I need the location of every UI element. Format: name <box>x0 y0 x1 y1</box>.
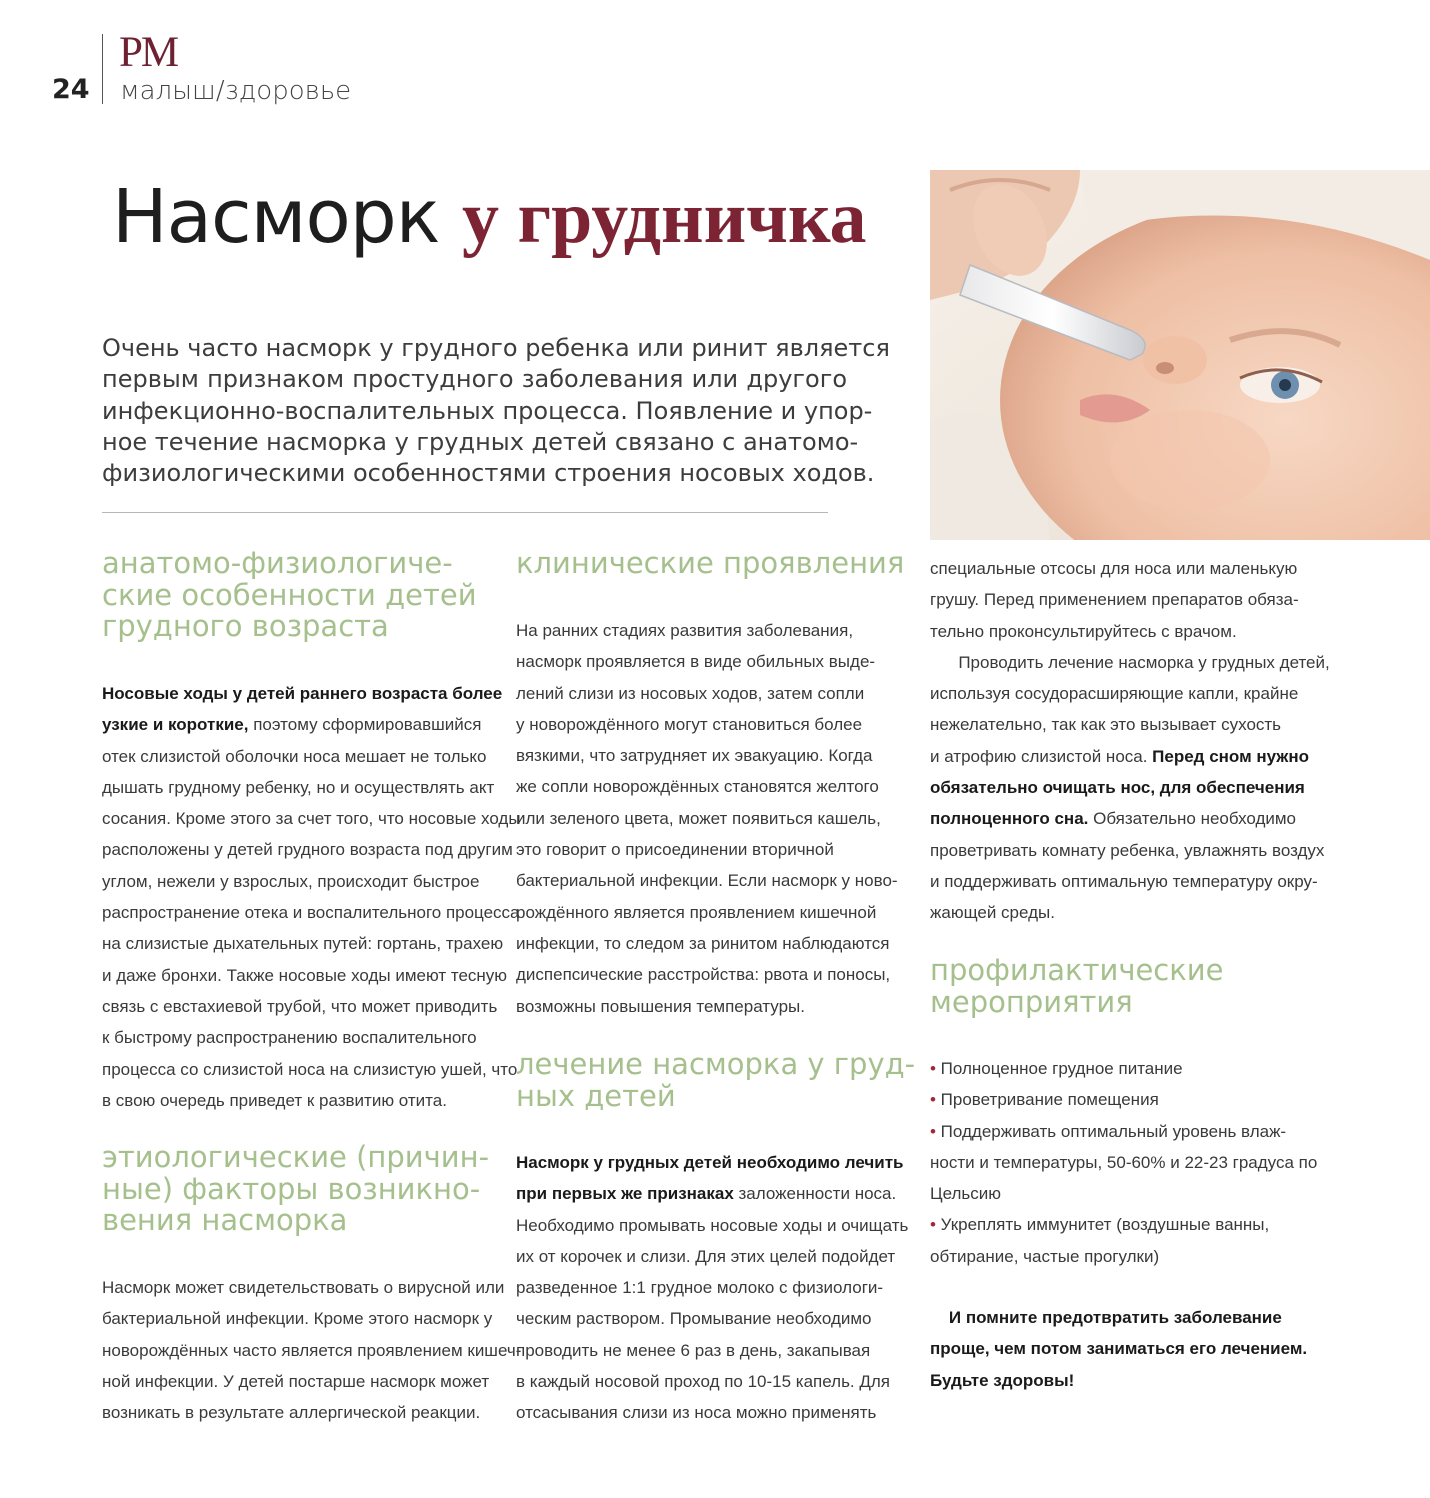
list-item-continuation: ности и температуры, 50-60% и 22-23 градуса по <box>930 1152 1318 1172</box>
list-item-text: Полноценное грудное питание <box>935 1059 1183 1078</box>
text-line: в каждый носовой проход по 10-15 капель. Для <box>516 1372 891 1392</box>
text-line: это говорит о присоединении вторичной <box>516 840 834 860</box>
text-line: На ранних стадиях развития заболевания, <box>516 621 854 640</box>
list-item <box>930 1116 1317 1147</box>
text-line: Насморк может свидетельствовать о вирусной или <box>102 1278 505 1297</box>
text-line: проводить не менее 6 раз в день, закапывая <box>516 1340 871 1360</box>
text-line <box>930 1365 1307 1396</box>
bold-text: Насморк у грудных детей необходимо лечить <box>516 1153 904 1172</box>
text-line: нежелательно, так как это вызывает сухость <box>930 715 1282 735</box>
text-line: бактериальной инфекции. Если насморк у ново- <box>516 871 898 891</box>
heading-line: анатомо-физиологиче- <box>102 546 453 580</box>
heading-etiology <box>102 1142 489 1237</box>
text-line: проветривать комнату ребенка, увлажнять воздух <box>930 840 1325 860</box>
text-line: у новорождённого могут становиться более <box>516 714 863 734</box>
lead-line: физиологическими особенностями строения носовых ходов. <box>102 459 875 488</box>
bold-text: узкие и короткие, <box>102 715 249 735</box>
photo-illustration <box>930 170 1430 540</box>
text-line: Проводить лечение насморка у грудных детей, <box>930 652 1330 672</box>
text-line: возможны повышения температуры. <box>516 996 805 1016</box>
text-line: насморк проявляется в виде обильных выде- <box>516 652 876 672</box>
text-run: Обязательно необходимо <box>1088 809 1297 829</box>
list-item-text: Поддерживать оптимальный уровень влаж- <box>935 1121 1287 1141</box>
closing-note <box>930 1302 1307 1396</box>
text-line: и даже бронхи. Также носовые ходы имеют тесную <box>102 965 508 985</box>
bold-text: Носовые ходы у детей раннего возраста более <box>102 684 503 703</box>
text-run: заложенности носа. <box>733 1184 897 1204</box>
section-label: малыш/здоровье <box>120 76 352 106</box>
lead-line: Очень часто насморк у грудного ребенка или ринит является <box>102 334 890 362</box>
text-line: вязкими, что затрудняет их эвакуацию. Когда <box>516 746 873 766</box>
list-item <box>930 1053 1317 1084</box>
list-item-text: Укреплять иммунитет (воздушные ванны, <box>935 1215 1270 1235</box>
text-run: и атрофию слизистой носа. <box>930 746 1153 766</box>
text-run: поэтому сформировавшийся <box>248 715 482 735</box>
text-line: сосания. Кроме этого за счет того, что носовые ходы <box>102 809 521 829</box>
bullet-icon: • <box>930 1121 936 1141</box>
lead-paragraph <box>102 333 890 489</box>
heading-line: ские особенности детей <box>102 577 477 612</box>
lead-line: первым признаком простудного заболевания или другого <box>102 365 847 394</box>
lead-line: инфекционно-воспалительных процесса. Появление и упор- <box>102 396 873 425</box>
magazine-logo: PM <box>119 29 178 76</box>
paragraph-treatment-continued <box>930 553 1330 929</box>
paragraph-etiology <box>102 1272 521 1428</box>
heading-line: этиологические (причин- <box>102 1140 490 1174</box>
heading-line: лечение насморка у груд- <box>516 1047 916 1081</box>
text-line: возникать в результате аллергической реакции. <box>102 1403 481 1423</box>
heading-line: клинические проявления <box>516 546 905 580</box>
title-part-1: Насморк <box>112 174 462 260</box>
text-line <box>102 678 521 709</box>
text-line <box>930 772 1330 803</box>
bold-text: Будьте здоровы! <box>930 1370 1075 1390</box>
header-divider <box>102 34 103 104</box>
text-line: отек слизистой оболочки носа мешает не только <box>102 746 487 766</box>
bold-text: И помните предотвратить заболевание <box>930 1308 1282 1327</box>
bold-text: Перед сном нужно <box>1152 746 1310 766</box>
heading-anatomy <box>102 548 477 643</box>
text-line: процесса со слизистой носа на слизистую ушей, что <box>102 1059 518 1079</box>
text-line: в свою очередь приведет к развитию отита. <box>102 1090 447 1110</box>
bullet-icon: • <box>930 1059 936 1078</box>
heading-clinical <box>516 548 904 580</box>
text-line: специальные отсосы для носа или маленькую <box>930 559 1298 578</box>
text-line: углом, нежели у взрослых, происходит быстрое <box>102 871 480 891</box>
text-line: на слизистые дыхательных путей: гортань, трахею <box>102 934 504 954</box>
text-line: грушу. Перед применением препаратов обяза- <box>930 590 1299 610</box>
text-line <box>930 803 1330 834</box>
text-line: их от корочек и слизи. Для этих целей подойдет <box>516 1246 896 1266</box>
heading-line: ных детей <box>516 1078 676 1113</box>
list-item-continuation: Цельсию <box>930 1184 1001 1204</box>
text-line: отсасывания слизи из носа можно применять <box>516 1403 877 1423</box>
paragraph-anatomy <box>102 678 521 1116</box>
bold-text: при первых же признаках <box>516 1184 734 1204</box>
text-line: же сопли новорождённых становятся желтого <box>516 777 879 797</box>
paragraph-treatment <box>516 1147 908 1429</box>
lead-divider <box>102 512 828 513</box>
text-line: ной инфекции. У детей постарше насморк может <box>102 1371 490 1391</box>
text-line: жающей среды. <box>930 903 1055 923</box>
text-line: Необходимо промывать носовые ходы и очищать <box>516 1215 909 1235</box>
text-line: распространение отека и воспалительного процесса <box>102 903 520 923</box>
text-line <box>930 1302 1307 1333</box>
text-line: диспепсические расстройства: рвота и поносы, <box>516 965 891 985</box>
text-line: бактериальной инфекции. Кроме этого насморк у <box>102 1309 493 1329</box>
list-item <box>930 1084 1317 1115</box>
text-line: или зеленого цвета, может появиться кашель, <box>516 808 881 828</box>
heading-treatment <box>516 1049 915 1112</box>
text-line <box>930 1333 1307 1364</box>
text-line: и поддерживать оптимальную температуру окру- <box>930 871 1318 891</box>
heading-line: вения насморка <box>102 1203 348 1237</box>
text-line: к быстрому распространению воспалительного <box>102 1028 477 1048</box>
article-title <box>112 174 867 260</box>
title-part-2: у грудничка <box>461 177 867 259</box>
lead-line: ное течение насморка у грудных детей связано с анатомо- <box>102 427 859 456</box>
bold-text: обязательно очищать нос, для обеспечения <box>930 778 1305 798</box>
page-number: 24 <box>52 74 90 105</box>
text-line: новорождённых часто является проявлением кишеч- <box>102 1340 522 1360</box>
heading-prevention <box>930 955 1223 1018</box>
text-line <box>102 709 521 740</box>
heading-line: ные) факторы возникно- <box>102 1171 481 1206</box>
text-line: используя сосудорасширяющие капли, крайне <box>930 684 1299 704</box>
bold-text: полноценного сна. <box>930 809 1089 829</box>
text-line: тельно проконсультируйтесь с врачом. <box>930 621 1237 641</box>
text-line: инфекции, то следом за ринитом наблюдаются <box>516 933 890 953</box>
text-line: лений слизи из носовых ходов, затем сопли <box>516 683 865 703</box>
bullet-icon: • <box>930 1090 936 1110</box>
text-line <box>930 741 1330 772</box>
list-item-text: Проветривание помещения <box>935 1090 1159 1110</box>
text-line <box>516 1178 908 1209</box>
list-item-continuation: обтирание, частые прогулки) <box>930 1246 1160 1266</box>
text-line <box>516 1147 908 1178</box>
paragraph-clinical <box>516 615 898 1022</box>
text-line: дышать грудному ребенку, но и осуществлять акт <box>102 777 495 797</box>
bullet-icon: • <box>930 1215 936 1235</box>
baby-nasal-aspirator-photo <box>930 170 1430 540</box>
heading-line: грудного возраста <box>102 609 389 643</box>
heading-line: мероприятия <box>930 984 1133 1019</box>
text-line: ческим раствором. Промывание необходимо <box>516 1309 872 1329</box>
text-line: расположены у детей грудного возраста под другим <box>102 840 513 860</box>
bold-text: проще, чем потом заниматься его лечением. <box>930 1339 1308 1359</box>
text-line: связь с евстахиевой трубой, что может приводить <box>102 996 498 1016</box>
list-item <box>930 1209 1317 1240</box>
text-line: рождённого является проявлением кишечной <box>516 902 877 922</box>
prevention-list <box>930 1053 1317 1272</box>
text-line: разведенное 1:1 грудное молоко с физиологи- <box>516 1278 884 1298</box>
heading-line: профилактические <box>930 953 1224 987</box>
